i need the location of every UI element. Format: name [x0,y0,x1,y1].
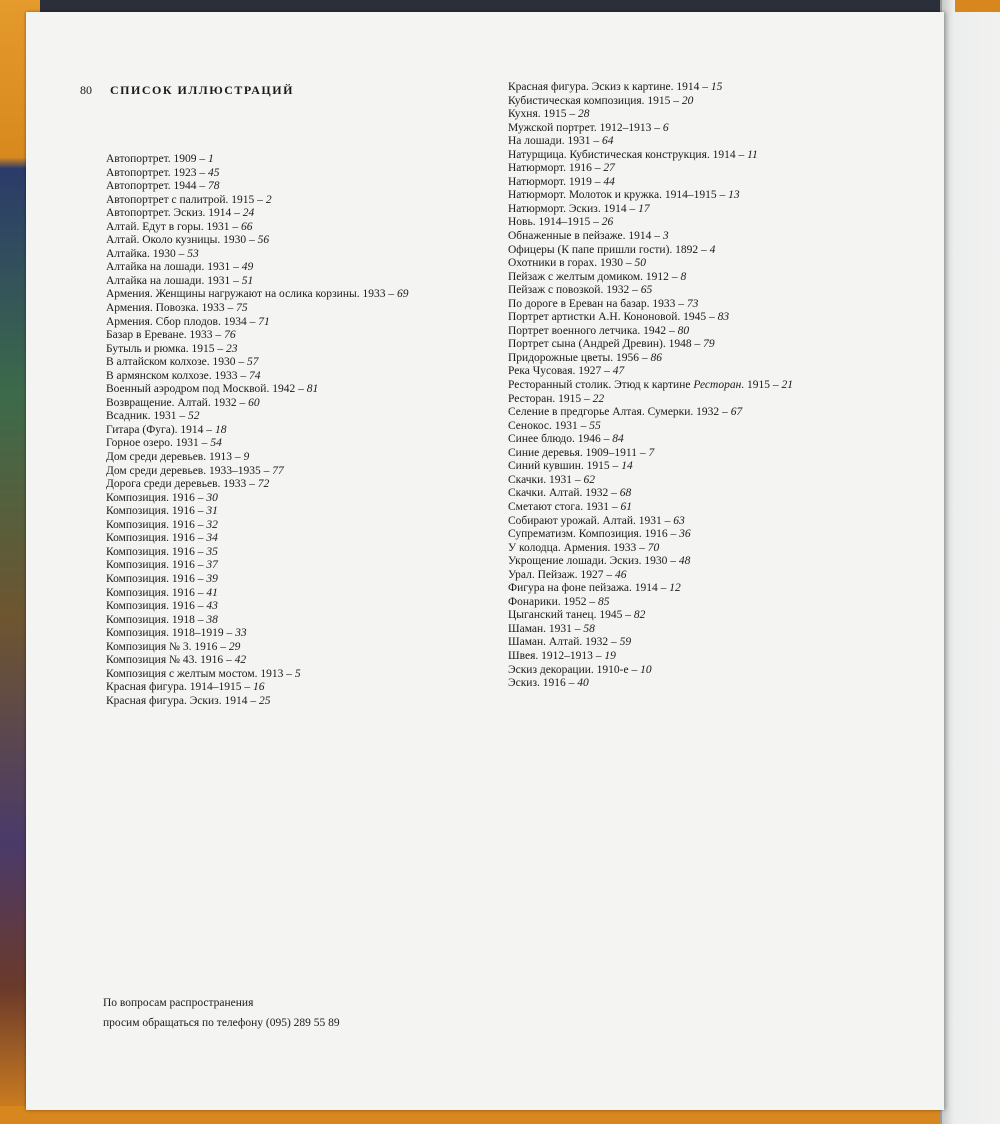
entry-page-number: 5 [294,667,301,680]
entry-page-number: 51 [241,274,254,287]
list-item [508,487,928,501]
list-item [106,668,506,682]
entry-page-number: 85 [598,595,610,608]
entry-page-number: 60 [248,396,260,409]
list-item [508,95,928,109]
entry-page-number: 31 [206,505,218,518]
entry-page-number: 45 [208,166,220,179]
entry-page-number: 23 [225,342,238,355]
entry-title: Композиция. 1916 – [106,518,207,531]
entry-title-italic: Ресторан [693,379,742,392]
list-item [508,650,928,664]
entry-title: Река Чусовая. 1927 – [508,365,613,378]
list-item [508,189,928,203]
illustration-list-right [508,81,928,691]
list-item [106,681,506,695]
entry-title: Композиция. 1916 – [106,532,207,545]
entry-title: Композиция. 1916 – [106,600,207,613]
list-item [106,167,506,181]
entry-title: Шаман. Алтай. 1932 – [508,636,620,649]
entry-title: Натюрморт. 1919 – [508,175,604,188]
entry-page-number: 78 [208,180,220,193]
entry-title: Автопортрет с палитрой. 1915 – [106,193,266,206]
entry-page-number: 64 [602,135,614,148]
entry-page-number: 3 [662,230,669,243]
entry-title: Гитара (Фуга). 1914 – [106,423,215,436]
entry-page-number: 28 [578,108,590,121]
entry-title: Шаман. 1931 – [508,622,584,635]
entry-page-number: 80 [677,324,690,337]
entry-page-number: 62 [583,473,596,486]
entry-title: Скачки. 1931 – [508,473,584,486]
list-item [508,460,928,474]
entry-page-number: 20 [681,94,694,107]
entry-page-number: 50 [634,257,647,270]
entry-page-number: 35 [206,545,218,558]
entry-title: Горное озеро. 1931 – [106,437,211,450]
entry-title: Алтай. Около кузницы. 1930 – [106,234,258,247]
entry-page-number: 39 [206,572,218,585]
entry-title: Алтай. Едут в горы. 1931 – [106,220,241,233]
entry-title: Эскиз декорации. 1910-е – [508,663,641,676]
list-item [508,81,928,95]
list-item [106,261,506,275]
entry-title: Синее блюдо. 1946 – [508,433,613,446]
list-item [106,573,506,587]
entry-page-number: 86 [650,351,662,364]
list-item [106,695,506,709]
list-item [508,257,928,271]
list-item [508,474,928,488]
entry-title: Собирают урожай. Алтай. 1931 – [508,514,674,527]
list-item [106,519,506,533]
list-item [106,465,506,479]
list-item [508,379,928,393]
entry-page-number: 32 [206,518,218,531]
entry-page-number: 75 [236,302,248,315]
entry-title: Дом среди деревьев. 1913 – [106,451,244,464]
entry-title-tail: . 1915 – [741,379,782,392]
list-item [508,609,928,623]
list-item [508,677,928,691]
entry-title: Дорога среди деревьев. 1933 – [106,478,258,491]
list-item [106,370,506,384]
entry-title: Фонарики. 1952 – [508,595,598,608]
entry-page-number: 38 [206,613,218,626]
entry-page-number: 77 [272,464,284,477]
list-item [508,515,928,529]
entry-page-number: 70 [647,541,660,554]
list-item [106,505,506,519]
entry-page-number: 10 [640,663,652,676]
entry-page-number: 46 [614,568,627,581]
list-item [106,207,506,221]
entry-page-number: 43 [206,600,218,613]
entry-title: Селение в предгорье Алтая. Сумерки. 1932 – [508,406,731,419]
list-item [106,641,506,655]
entry-page-number: 71 [258,315,270,328]
entry-title: Новь. 1914–1915 – [508,216,602,229]
list-item [508,244,928,258]
entry-page-number: 21 [781,379,794,392]
list-item [508,311,928,325]
list-item [106,559,506,573]
entry-title: Военный аэродром под Москвой. 1942 – [106,383,307,396]
entry-title: Сметают стога. 1931 – [508,500,621,513]
entry-title: Автопортрет. 1944 – [106,180,209,193]
list-item [508,352,928,366]
entry-page-number: 44 [603,175,615,188]
list-item [106,437,506,451]
entry-title: Эскиз. 1916 – [508,677,578,690]
entry-page-number: 13 [728,189,740,202]
entry-title: Обнаженные в пейзаже. 1914 – [508,230,663,243]
list-item [508,555,928,569]
entry-title: Возвращение. Алтай. 1932 – [106,396,249,409]
list-item [508,122,928,136]
entry-title: Композиция. 1918 – [106,613,207,626]
entry-title: Придорожные цветы. 1956 – [508,351,651,364]
entry-title: Алтайка на лошади. 1931 – [106,274,242,287]
entry-title: Автопортрет. 1909 – [106,153,209,165]
entry-title: Укрощение лошади. Эскиз. 1930 – [508,555,679,568]
entry-title: Композиция с желтым мостом. 1913 – [106,667,295,680]
entry-title: Красная фигура. 1914–1915 – [106,681,253,694]
list-item [106,424,506,438]
list-item [106,451,506,465]
entry-page-number: 56 [257,234,270,247]
distribution-note-line1: По вопросам распространения [103,997,254,1009]
book-page [26,12,944,1110]
entry-page-number: 73 [686,297,699,310]
list-item [508,135,928,149]
entry-title: Ресторан. 1915 – [508,392,593,405]
list-item [508,596,928,610]
list-item [106,410,506,424]
entry-title: Композиция. 1916 – [106,586,207,599]
distribution-note [103,993,340,1033]
list-item [508,203,928,217]
entry-page-number: 9 [243,451,250,464]
entry-title: Композиция № 43. 1916 – [106,654,235,667]
page-title: СПИСОК ИЛЛЮСТРАЦИЙ [110,83,294,97]
entry-title: Синий кувшин. 1915 – [508,460,622,473]
entry-title: Композиция. 1916 – [106,491,207,504]
entry-page-number: 8 [680,270,687,283]
entry-page-number: 55 [589,419,601,432]
entry-title: Мужской портрет. 1912–1913 – [508,121,663,134]
list-item [106,532,506,546]
entry-title: Композиция. 1916 – [106,545,207,558]
list-item [106,654,506,668]
entry-title: Композиция. 1916 – [106,505,207,518]
entry-page-number: 19 [604,649,616,662]
entry-title: Базар в Ереване. 1933 – [106,329,225,342]
list-item [106,397,506,411]
entry-page-number: 7 [648,446,655,459]
list-item [106,234,506,248]
list-item [106,221,506,235]
list-item [106,194,506,208]
list-item [508,216,928,230]
list-item [508,542,928,556]
entry-page-number: 82 [633,609,646,622]
entry-page-number: 1 [208,153,214,165]
entry-page-number: 22 [592,392,605,405]
list-item [106,302,506,316]
list-item [106,343,506,357]
entry-title: Цыганский танец. 1945 – [508,609,634,622]
list-item [106,478,506,492]
entry-title: Портрет сына (Андрей Древин). 1948 – [508,338,704,351]
list-item [508,325,928,339]
list-item [508,528,928,542]
entry-page-number: 68 [619,487,632,500]
entry-title: В алтайском колхозе. 1930 – [106,356,248,369]
entry-title: Композиция. 1918–1919 – [106,627,236,640]
entry-page-number: 66 [240,220,253,233]
entry-title: Автопортрет. 1923 – [106,166,209,179]
list-item [106,316,506,330]
entry-page-number: 42 [234,654,247,667]
entry-page-number: 67 [730,406,743,419]
entry-title: Синие деревья. 1909–1911 – [508,446,649,459]
list-item [508,433,928,447]
entry-page-number: 58 [583,622,595,635]
list-item [508,406,928,420]
entry-page-number: 83 [717,311,730,324]
entry-title: Алтайка. 1930 – [106,247,188,260]
entry-title: Всадник. 1931 – [106,410,189,423]
entry-title: Алтайка на лошади. 1931 – [106,261,242,274]
entry-page-number: 49 [241,261,254,274]
entry-title: На лошади. 1931 – [508,135,602,148]
entry-page-number: 61 [620,500,632,513]
list-item [106,275,506,289]
entry-page-number: 25 [258,694,271,707]
entry-title: Композиция. 1916 – [106,559,207,572]
entry-page-number: 52 [188,410,200,423]
entry-page-number: 14 [621,460,633,473]
entry-title: Красная фигура. Эскиз. 1914 – [106,694,259,707]
entry-title: Натюрморт. Молоток и кружка. 1914–1915 – [508,189,729,202]
entry-title: В армянском колхозе. 1933 – [106,369,250,382]
page-number: 80 [80,83,92,97]
list-item [508,623,928,637]
entry-title: Армения. Женщины нагружают на ослика корзины. 1933 – [106,288,397,301]
entry-page-number: 34 [206,532,218,545]
entry-title: Кубистическая композиция. 1915 – [508,94,682,107]
entry-page-number: 81 [306,383,319,396]
list-item [508,230,928,244]
entry-title: Скачки. Алтай. 1932 – [508,487,620,500]
list-item [508,176,928,190]
entry-page-number: 27 [603,162,615,175]
list-item [106,356,506,370]
entry-title: Композиция № 3. 1916 – [106,640,229,653]
list-item [106,383,506,397]
entry-title: Натюрморт. Эскиз. 1914 – [508,202,639,215]
entry-page-number: 53 [187,247,199,260]
entry-title: Портрет военного летчика. 1942 – [508,324,678,337]
list-item [508,338,928,352]
entry-page-number: 12 [669,582,681,595]
illustration-list-left [106,153,506,708]
list-item [508,569,928,583]
list-item [106,627,506,641]
entry-title: Пейзаж с повозкой. 1932 – [508,284,641,297]
entry-title: Автопортрет. Эскиз. 1914 – [106,207,243,220]
list-item [508,162,928,176]
entry-title: Офицеры (К папе пришли гости). 1892 – [508,243,710,256]
entry-page-number: 2 [265,193,272,206]
list-item [106,329,506,343]
list-item [508,664,928,678]
entry-title: Кухня. 1915 – [508,108,578,121]
entry-page-number: 40 [577,677,589,690]
entry-page-number: 24 [242,207,255,220]
list-item [508,108,928,122]
list-item [106,600,506,614]
entry-title: Армения. Повозка. 1933 – [106,302,237,315]
entry-page-number: 47 [612,365,625,378]
list-item [508,149,928,163]
entry-page-number: 59 [619,636,632,649]
entry-title: Швея. 1912–1913 – [508,649,605,662]
entry-title: Ресторанный столик. Этюд к картине [508,379,694,392]
entry-page-number: 65 [640,284,653,297]
entry-page-number: 76 [224,329,236,342]
entry-page-number: 79 [703,338,715,351]
list-item [106,180,506,194]
entry-page-number: 84 [612,433,624,446]
entry-title: Натюрморт. 1916 – [508,162,604,175]
list-item [508,501,928,515]
entry-page-number: 26 [601,216,614,229]
entry-page-number: 48 [678,555,691,568]
list-item [106,614,506,628]
list-item [508,582,928,596]
entry-title: Портрет артистки А.Н. Кононовой. 1945 – [508,311,718,324]
list-item [508,393,928,407]
entry-title: Красная фигура. Эскиз к картине. 1914 – [508,81,711,93]
entry-title: Композиция. 1916 – [106,572,207,585]
entry-page-number: 4 [709,243,716,256]
list-item [508,420,928,434]
entry-page-number: 29 [228,640,241,653]
entry-page-number: 57 [247,356,259,369]
entry-title: Урал. Пейзаж. 1927 – [508,568,615,581]
entry-page-number: 74 [249,369,261,382]
list-item [508,365,928,379]
entry-page-number: 30 [206,491,218,504]
entry-page-number: 36 [679,528,691,541]
entry-title: По дороге в Ереван на базар. 1933 – [508,297,687,310]
entry-title: Натурщица. Кубистическая конструкция. 1914 – [508,148,748,161]
entry-title: Дом среди деревьев. 1933–1935 – [106,464,273,477]
entry-page-number: 69 [396,288,409,301]
entry-title: У колодца. Армения. 1933 – [508,541,648,554]
entry-title: Пейзаж с желтым домиком. 1912 – [508,270,681,283]
entry-page-number: 18 [214,423,227,436]
entry-page-number: 6 [662,121,669,134]
list-item [106,492,506,506]
entry-page-number: 15 [710,81,723,93]
list-item [106,248,506,262]
entry-page-number: 16 [252,681,265,694]
list-item [106,546,506,560]
list-item [508,298,928,312]
distribution-note-line2: просим обращаться по телефону (095) 289 55 89 [103,1017,340,1029]
entry-title: Армения. Сбор плодов. 1934 – [106,315,259,328]
entry-title: Охотники в горах. 1930 – [508,257,635,270]
entry-page-number: 54 [210,437,222,450]
entry-page-number: 63 [673,514,685,527]
entry-page-number: 72 [257,478,270,491]
list-item [508,271,928,285]
list-item [106,288,506,302]
list-item [106,153,506,167]
entry-title: Бутыль и рюмка. 1915 – [106,342,226,355]
entry-page-number: 37 [206,559,218,572]
book-cover-top-corner [955,0,1000,12]
entry-title: Сенокос. 1931 – [508,419,590,432]
entry-page-number: 33 [235,627,247,640]
list-item [508,284,928,298]
entry-page-number: 11 [747,148,758,161]
book-next-page-edge [940,0,1000,1124]
entry-page-number: 41 [206,586,218,599]
entry-title: Фигура на фоне пейзажа. 1914 – [508,582,670,595]
list-item [508,636,928,650]
entry-title: Супрематизм. Композиция. 1916 – [508,528,680,541]
list-item [106,587,506,601]
list-item [508,447,928,461]
entry-page-number: 17 [638,202,650,215]
